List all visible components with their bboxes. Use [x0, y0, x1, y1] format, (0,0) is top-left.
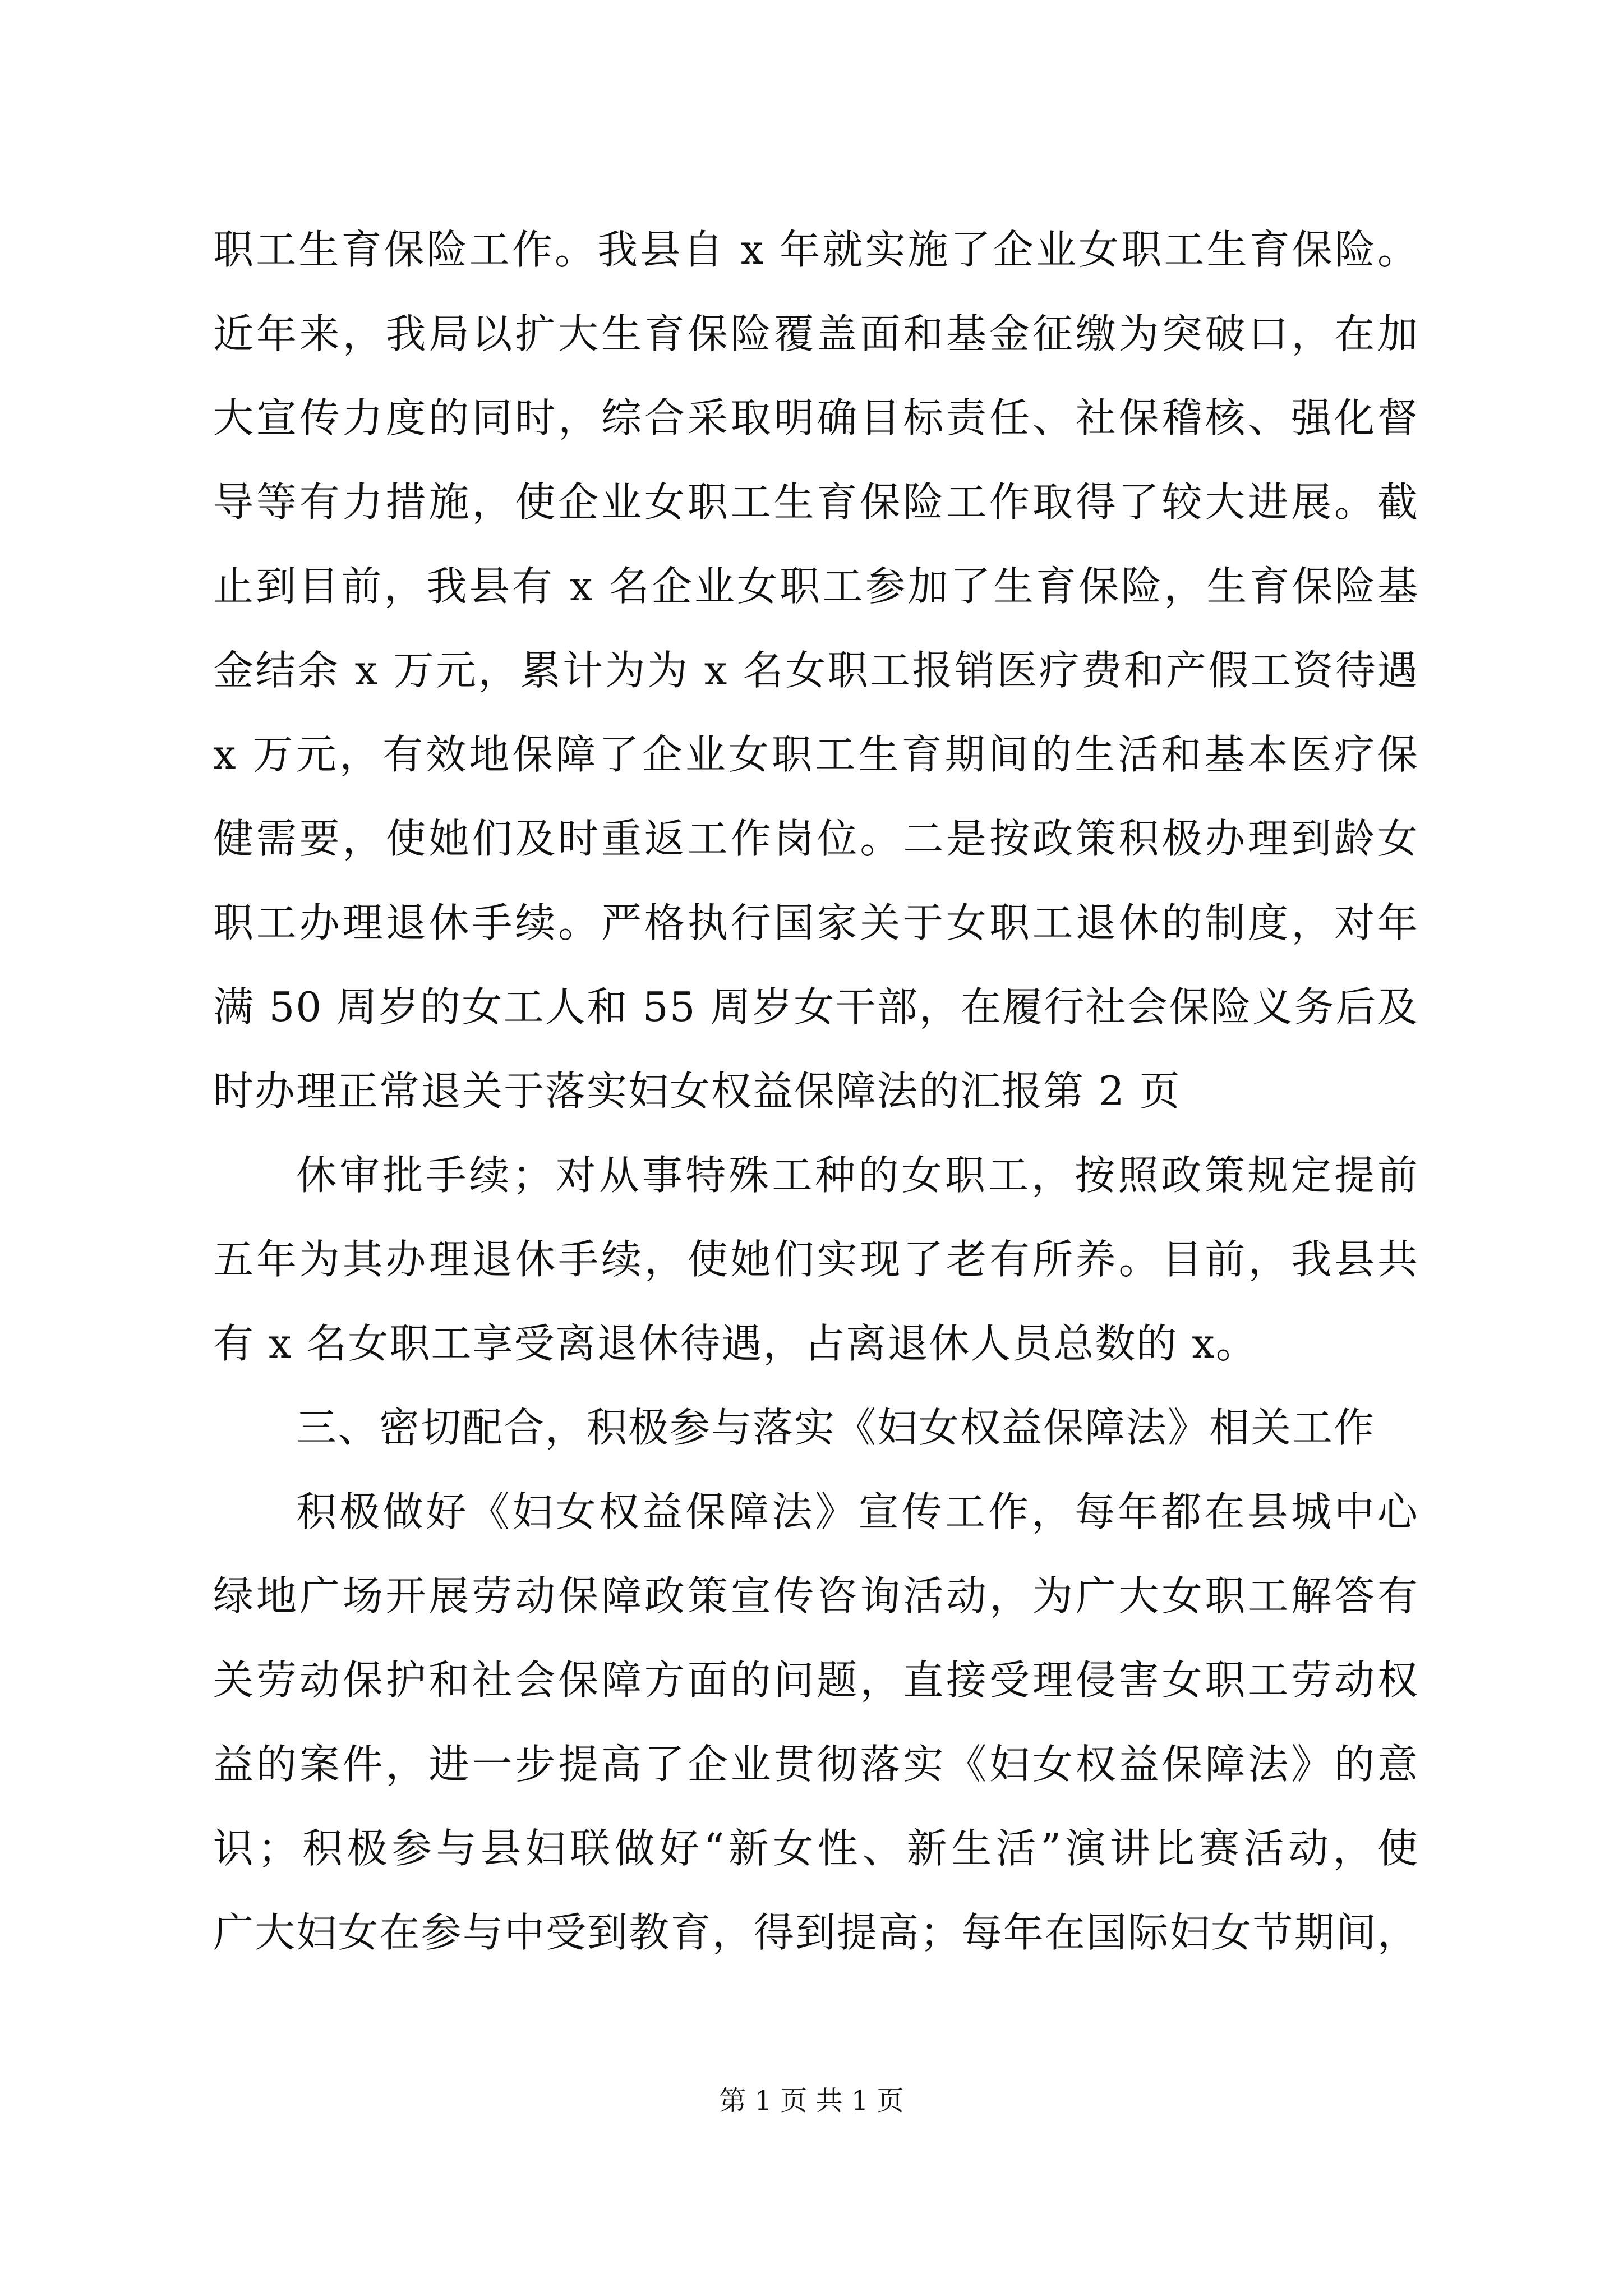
text-line: 职工生育保险工作。我县自 x 年就实施了企业女职工生育保险。 — [213, 226, 1419, 273]
page-footer: 第 1 页 共 1 页 — [719, 2085, 904, 2116]
text-line: 益的案件，进一步提高了企业贯彻落实《妇女权益保障法》的意 — [213, 1741, 1419, 1788]
text-line: 五年为其办理退休手续，使她们实现了老有所养。目前，我县共 — [213, 1236, 1419, 1283]
text-line: 识；积极参与县妇联做好“新女性、新生活”演讲比赛活动，使 — [213, 1825, 1419, 1872]
document-body — [213, 208, 1419, 1975]
text-line: 关劳动保护和社会保障方面的问题，直接受理侵害女职工劳动权 — [213, 1657, 1419, 1704]
text-line: 有 x 名女职工享受离退休待遇，占离退休人员总数的 x。 — [213, 1320, 1257, 1367]
text-line: x 万元，有效地保障了企业女职工生育期间的生活和基本医疗保 — [213, 731, 1419, 778]
text-line: 近年来，我局以扩大生育保险覆盖面和基金征缴为突破口，在加 — [213, 310, 1419, 357]
text-line: 健需要，使她们及时重返工作岗位。二是按政策积极办理到龄女 — [213, 815, 1419, 862]
text-line: 导等有力措施，使企业女职工生育保险工作取得了较大进展。截 — [213, 478, 1419, 526]
text-line: 金结余 x 万元，累计为为 x 名女职工报销医疗费和产假工资待遇 — [213, 647, 1419, 694]
text-line: 休审批手续；对从事特殊工种的女职工，按照政策规定提前 — [296, 1152, 1419, 1199]
text-line: 大宣传力度的同时，综合采取明确目标责任、社保稽核、强化督 — [213, 394, 1419, 441]
text-line: 广大妇女在参与中受到教育，得到提高；每年在国际妇女节期间， — [213, 1909, 1419, 1956]
text-line: 职工办理退休手续。严格执行国家关于女职工退休的制度，对年 — [213, 899, 1419, 946]
text-line: 止到目前，我县有 x 名企业女职工参加了生育保险，生育保险基 — [213, 563, 1419, 610]
text-line: 积极做好《妇女权益保障法》宣传工作，每年都在县城中心 — [296, 1488, 1419, 1535]
text-line: 满 50 周岁的女工人和 55 周岁女干部，在履行社会保险义务后及 — [213, 983, 1419, 1030]
text-line: 绿地广场开展劳动保障政策宣传咨询活动，为广大女职工解答有 — [213, 1572, 1419, 1619]
section-heading: 三、密切配合，积极参与落实《妇女权益保障法》相关工作 — [296, 1404, 1376, 1451]
text-line: 时办理正常退关于落实妇女权益保障法的汇报第 2 页 — [213, 1068, 1181, 1115]
